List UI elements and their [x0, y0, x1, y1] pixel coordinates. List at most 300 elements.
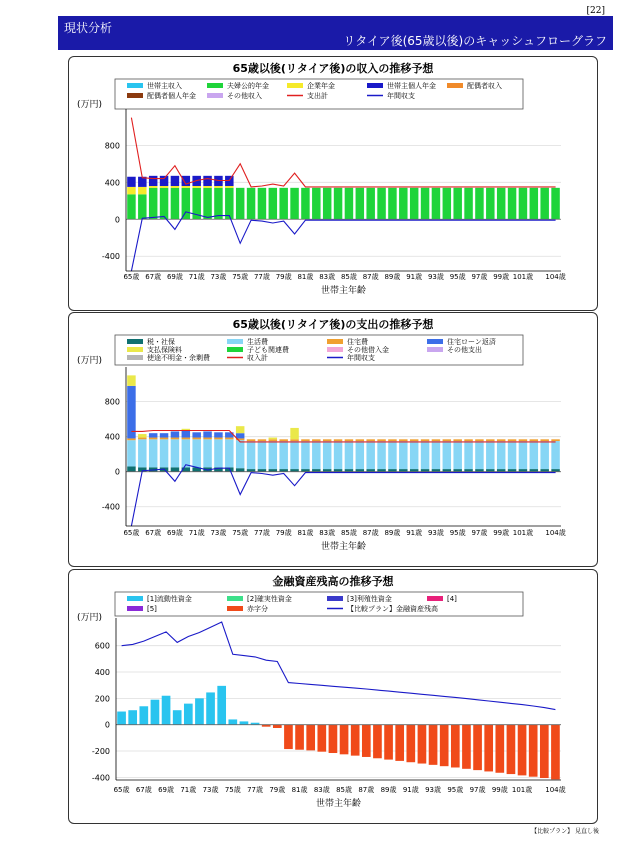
x-tick-label: 71歳: [180, 786, 197, 794]
legend-swatch: [447, 83, 463, 88]
x-tick-label: 65歳: [123, 273, 140, 281]
x-tick-label: 87歳: [358, 786, 375, 794]
bar: [203, 431, 211, 437]
bar: [530, 188, 538, 219]
bar: [151, 700, 160, 725]
x-tick-label: 87歳: [362, 273, 379, 281]
bar: [279, 439, 287, 441]
bar: [351, 725, 360, 756]
legend-label: 支出計: [307, 92, 328, 100]
y-tick-label: -400: [101, 252, 120, 262]
x-tick-label: 97歳: [469, 786, 486, 794]
bar: [377, 441, 385, 469]
bar: [162, 696, 171, 725]
bar: [323, 188, 331, 219]
x-tick-label: 89歳: [384, 273, 401, 281]
bar: [127, 438, 135, 440]
bar: [214, 438, 222, 440]
bar: [127, 466, 135, 471]
bar: [127, 177, 135, 187]
legend-label: 世帯主収入: [147, 82, 182, 90]
legend-label: 年間収支: [347, 354, 375, 362]
bar: [432, 439, 440, 441]
legend-swatch: [227, 347, 243, 352]
bar: [240, 721, 249, 724]
legend-label: 【比較プラン】金融資産残高: [347, 605, 438, 613]
legend-label: 年間収支: [387, 92, 415, 100]
legend-label: 税・社保: [147, 338, 175, 346]
page-number: [22]: [586, 6, 605, 16]
bar: [301, 441, 309, 469]
series-line: [131, 212, 555, 271]
x-tick-label: 79歳: [269, 786, 286, 794]
x-tick-label: 79歳: [275, 273, 292, 281]
bar: [345, 188, 353, 219]
legend-label: 配偶者収入: [467, 82, 502, 90]
bar: [138, 439, 146, 467]
x-tick-label: 81歳: [297, 273, 314, 281]
y-tick-label: 400: [104, 432, 120, 442]
bar: [117, 712, 126, 725]
x-tick-label: 97歳: [471, 273, 488, 281]
bar: [453, 441, 461, 469]
x-axis-title: 世帯主年齢: [320, 542, 367, 552]
legend-swatch: [427, 347, 443, 352]
bar: [507, 725, 516, 774]
x-tick-label: 83歳: [319, 273, 336, 281]
bar: [410, 439, 418, 441]
bar: [410, 188, 418, 219]
bar: [473, 725, 482, 770]
bar: [127, 375, 135, 386]
chart-title: 金融資産残高の推移予想: [272, 575, 394, 588]
bar: [451, 725, 460, 768]
bar: [540, 439, 548, 441]
bar: [171, 439, 179, 467]
bar: [432, 188, 440, 219]
bar: [464, 188, 472, 219]
legend-label: 生活費: [247, 338, 268, 346]
bar: [529, 725, 538, 777]
bar: [464, 441, 472, 469]
bar: [225, 439, 233, 467]
income-chart: [69, 57, 597, 310]
bar: [258, 441, 266, 469]
bar: [540, 441, 548, 469]
bar: [149, 176, 157, 186]
bar: [497, 188, 505, 219]
y-tick-label: 0: [114, 215, 120, 225]
bar: [334, 439, 342, 441]
x-tick-label: 99歳: [491, 786, 508, 794]
bar: [551, 188, 559, 219]
x-tick-label: 77歳: [247, 786, 264, 794]
legend-swatch: [207, 83, 223, 88]
x-tick-label: 71歳: [188, 273, 205, 281]
x-tick-label: 104歳: [545, 786, 566, 794]
x-tick-label: 73歳: [210, 529, 227, 537]
bar: [128, 710, 137, 724]
bar: [301, 439, 309, 441]
legend-label: [5]: [147, 605, 157, 613]
legend-label: 夫婦公的年金: [227, 82, 269, 90]
bar: [160, 186, 168, 188]
bar: [228, 719, 237, 724]
bar: [273, 725, 282, 728]
x-tick-label: 71歳: [188, 529, 205, 537]
x-tick-label: 85歳: [340, 529, 357, 537]
bar: [551, 441, 559, 469]
bar: [182, 431, 190, 438]
legend-label: [1]流動性資金: [147, 595, 192, 603]
bar: [334, 441, 342, 469]
bar: [495, 725, 504, 773]
bar: [334, 188, 342, 219]
bar: [203, 176, 211, 186]
bar: [497, 441, 505, 469]
legend-label: [2]確実性資金: [247, 595, 292, 603]
x-tick-label: 89歳: [384, 529, 401, 537]
bar: [356, 439, 364, 441]
bar: [160, 176, 168, 186]
legend-swatch: [227, 339, 243, 344]
legend-swatch: [327, 596, 343, 601]
legend-swatch: [427, 339, 443, 344]
bar: [279, 188, 287, 219]
bar: [269, 438, 277, 440]
bar: [217, 686, 226, 725]
x-tick-label: 75歳: [232, 273, 249, 281]
bar: [269, 441, 277, 469]
x-tick-label: 83歳: [319, 529, 336, 537]
header-bar: [58, 16, 613, 50]
legend-swatch: [367, 83, 383, 88]
series-line: [122, 622, 556, 710]
bar: [421, 441, 429, 469]
bar: [182, 438, 190, 440]
legend-swatch: [327, 347, 343, 352]
bar: [203, 188, 211, 219]
legend-label: [3]利殖性資金: [347, 595, 392, 603]
bar: [203, 186, 211, 188]
legend-label: その他収入: [227, 92, 262, 100]
x-tick-label: 65歳: [113, 786, 130, 794]
legend-label: 企業年金: [307, 82, 335, 90]
bar: [127, 440, 135, 466]
bar: [195, 698, 204, 724]
bar: [269, 188, 277, 219]
legend-label: 住宅費: [347, 338, 368, 346]
bar: [366, 441, 374, 469]
bar: [182, 188, 190, 219]
bar: [149, 186, 157, 188]
bar: [192, 432, 200, 437]
bar: [301, 188, 309, 219]
y-tick-label: 0: [114, 467, 120, 477]
legend-label: 収入計: [247, 354, 268, 362]
bar: [366, 439, 374, 441]
y-axis-unit: (万円): [77, 100, 103, 110]
legend-label: 住宅ローン返済: [447, 338, 496, 346]
bar: [214, 186, 222, 188]
bar: [486, 439, 494, 441]
y-tick-label: -400: [101, 502, 120, 512]
x-tick-label: 67歳: [145, 529, 162, 537]
bar: [171, 186, 179, 188]
bar: [138, 434, 146, 438]
bar: [421, 188, 429, 219]
bar: [225, 188, 233, 219]
bar: [127, 194, 135, 219]
legend-label: 世帯主個人年金: [387, 82, 436, 90]
legend-label: 使途不明金・余剰費: [147, 354, 210, 362]
bar: [182, 186, 190, 188]
bar: [192, 439, 200, 467]
bar: [149, 438, 157, 440]
x-tick-label: 79歳: [275, 529, 292, 537]
expense-chart-panel: [68, 312, 598, 567]
legend-label: 支払保険料: [147, 346, 182, 354]
bar: [149, 439, 157, 467]
y-tick-label: 400: [94, 668, 110, 678]
legend-swatch: [127, 83, 143, 88]
x-tick-label: 69歳: [166, 273, 183, 281]
bar: [540, 188, 548, 219]
bar: [410, 441, 418, 469]
bar: [295, 725, 304, 750]
x-axis-title: 世帯主年齢: [315, 799, 362, 809]
bar: [377, 188, 385, 219]
bar: [160, 438, 168, 440]
legend-label: その他借入金: [347, 346, 389, 354]
x-tick-label: 99歳: [493, 273, 510, 281]
bar: [323, 439, 331, 441]
bar: [290, 441, 298, 469]
bar: [464, 439, 472, 441]
bar: [138, 194, 146, 219]
bar: [127, 386, 135, 439]
bar: [486, 188, 494, 219]
x-tick-label: 73歳: [210, 273, 227, 281]
bar: [475, 441, 483, 469]
bar: [497, 439, 505, 441]
bar: [171, 188, 179, 219]
bar: [236, 426, 244, 433]
bar: [247, 441, 255, 469]
x-tick-label: 85歳: [336, 786, 353, 794]
bar: [418, 725, 427, 764]
legend-swatch: [127, 606, 143, 611]
bar: [345, 441, 353, 469]
x-axis-title: 世帯主年齢: [320, 286, 367, 296]
x-tick-label: 67歳: [145, 273, 162, 281]
bar: [214, 432, 222, 437]
bar: [399, 188, 407, 219]
x-tick-label: 77歳: [253, 529, 270, 537]
bar: [214, 188, 222, 219]
legend-label: [4]: [447, 595, 457, 603]
bar: [171, 438, 179, 440]
bar: [399, 441, 407, 469]
legend-swatch: [207, 93, 223, 98]
bar: [388, 441, 396, 469]
bar: [225, 186, 233, 188]
bar: [171, 176, 179, 186]
bar: [160, 439, 168, 467]
bar: [462, 725, 471, 769]
x-tick-label: 87歳: [362, 529, 379, 537]
x-tick-label: 97歳: [471, 529, 488, 537]
bar: [345, 439, 353, 441]
y-tick-label: 800: [104, 141, 120, 151]
bar: [290, 188, 298, 219]
bar: [429, 725, 438, 765]
bar: [225, 438, 233, 440]
x-tick-label: 95歳: [449, 529, 466, 537]
x-tick-label: 69歳: [158, 786, 175, 794]
bar: [258, 188, 266, 219]
chart-title: 65歳以後(リタイア後)の収入の推移予想: [232, 62, 434, 75]
bar: [149, 188, 157, 219]
bar: [421, 439, 429, 441]
bar: [395, 725, 404, 761]
bar: [317, 725, 326, 752]
legend-swatch: [427, 596, 443, 601]
x-tick-label: 83歳: [313, 786, 330, 794]
bar: [530, 439, 538, 441]
bar: [406, 725, 415, 763]
x-tick-label: 81歳: [297, 529, 314, 537]
bar: [399, 439, 407, 441]
series-line: [131, 465, 555, 526]
bar: [551, 725, 560, 780]
bar: [138, 187, 146, 194]
bar: [258, 439, 266, 441]
bar: [312, 188, 320, 219]
bar: [236, 468, 244, 472]
y-tick-label: 400: [104, 178, 120, 188]
bar: [149, 433, 157, 437]
bar: [236, 433, 244, 438]
bar: [312, 439, 320, 441]
bar: [540, 725, 549, 778]
x-tick-label: 91歳: [402, 786, 419, 794]
bar: [443, 188, 451, 219]
y-tick-label: 200: [94, 694, 110, 704]
bar: [373, 725, 382, 759]
y-tick-label: 0: [104, 720, 110, 730]
bar: [329, 725, 338, 753]
x-tick-label: 95歳: [447, 786, 464, 794]
bar: [306, 725, 315, 751]
legend-swatch: [227, 596, 243, 601]
x-tick-label: 101歳: [512, 529, 534, 537]
bar: [206, 692, 215, 724]
bar: [443, 441, 451, 469]
bar: [127, 187, 135, 194]
bar: [236, 188, 244, 219]
bar: [247, 439, 255, 441]
bar: [384, 725, 393, 760]
bar: [184, 704, 193, 725]
bar: [519, 439, 527, 441]
legend-swatch: [127, 93, 143, 98]
bar: [323, 441, 331, 469]
bar: [160, 433, 168, 437]
bar: [377, 439, 385, 441]
bar: [362, 725, 371, 757]
bar: [443, 439, 451, 441]
bar: [203, 438, 211, 440]
bar: [508, 188, 516, 219]
y-axis-unit: (万円): [77, 356, 103, 366]
bar: [290, 428, 298, 439]
x-tick-label: 104歳: [545, 529, 566, 537]
page-title: リタイア後(65歳以後)のキャッシュフローグラフ: [343, 34, 607, 48]
x-tick-label: 69歳: [166, 529, 183, 537]
bar: [486, 441, 494, 469]
bar: [214, 439, 222, 467]
bar: [203, 439, 211, 467]
x-tick-label: 91歳: [406, 273, 423, 281]
bar: [192, 186, 200, 188]
y-tick-label: -400: [91, 773, 110, 783]
bar: [160, 188, 168, 219]
bar: [182, 439, 190, 467]
legend-label: 子ども関連費: [247, 346, 289, 354]
legend-swatch: [227, 606, 243, 611]
x-tick-label: 75歳: [224, 786, 241, 794]
bar: [551, 439, 559, 441]
bar: [519, 441, 527, 469]
bar: [356, 188, 364, 219]
bar: [530, 441, 538, 469]
x-tick-label: 67歳: [135, 786, 152, 794]
footer-note: 【比較プラン】 見直し後: [531, 828, 599, 835]
x-tick-label: 104歳: [545, 273, 566, 281]
bar: [173, 710, 182, 724]
bar: [440, 725, 449, 766]
asset-chart-panel: [68, 569, 598, 824]
x-tick-label: 65歳: [123, 529, 140, 537]
bar: [236, 440, 244, 468]
x-tick-label: 93歳: [427, 529, 444, 537]
legend-swatch: [127, 596, 143, 601]
x-tick-label: 93歳: [425, 786, 442, 794]
x-tick-label: 81歳: [291, 786, 308, 794]
bar: [247, 188, 255, 219]
bar: [388, 439, 396, 441]
bar: [508, 441, 516, 469]
x-tick-label: 73歳: [202, 786, 219, 794]
income-chart-panel: [68, 56, 598, 311]
x-tick-label: 75歳: [232, 529, 249, 537]
bar: [290, 439, 298, 441]
legend-label: 赤字分: [247, 605, 268, 613]
legend-swatch: [287, 83, 303, 88]
bar: [269, 439, 277, 441]
bar: [475, 188, 483, 219]
bar: [138, 438, 146, 440]
bar: [312, 441, 320, 469]
x-tick-label: 85歳: [340, 273, 357, 281]
legend-label: その他支出: [447, 346, 482, 354]
bar: [453, 439, 461, 441]
bar: [388, 188, 396, 219]
bar: [279, 441, 287, 469]
bar: [484, 725, 493, 772]
bar: [518, 725, 527, 776]
